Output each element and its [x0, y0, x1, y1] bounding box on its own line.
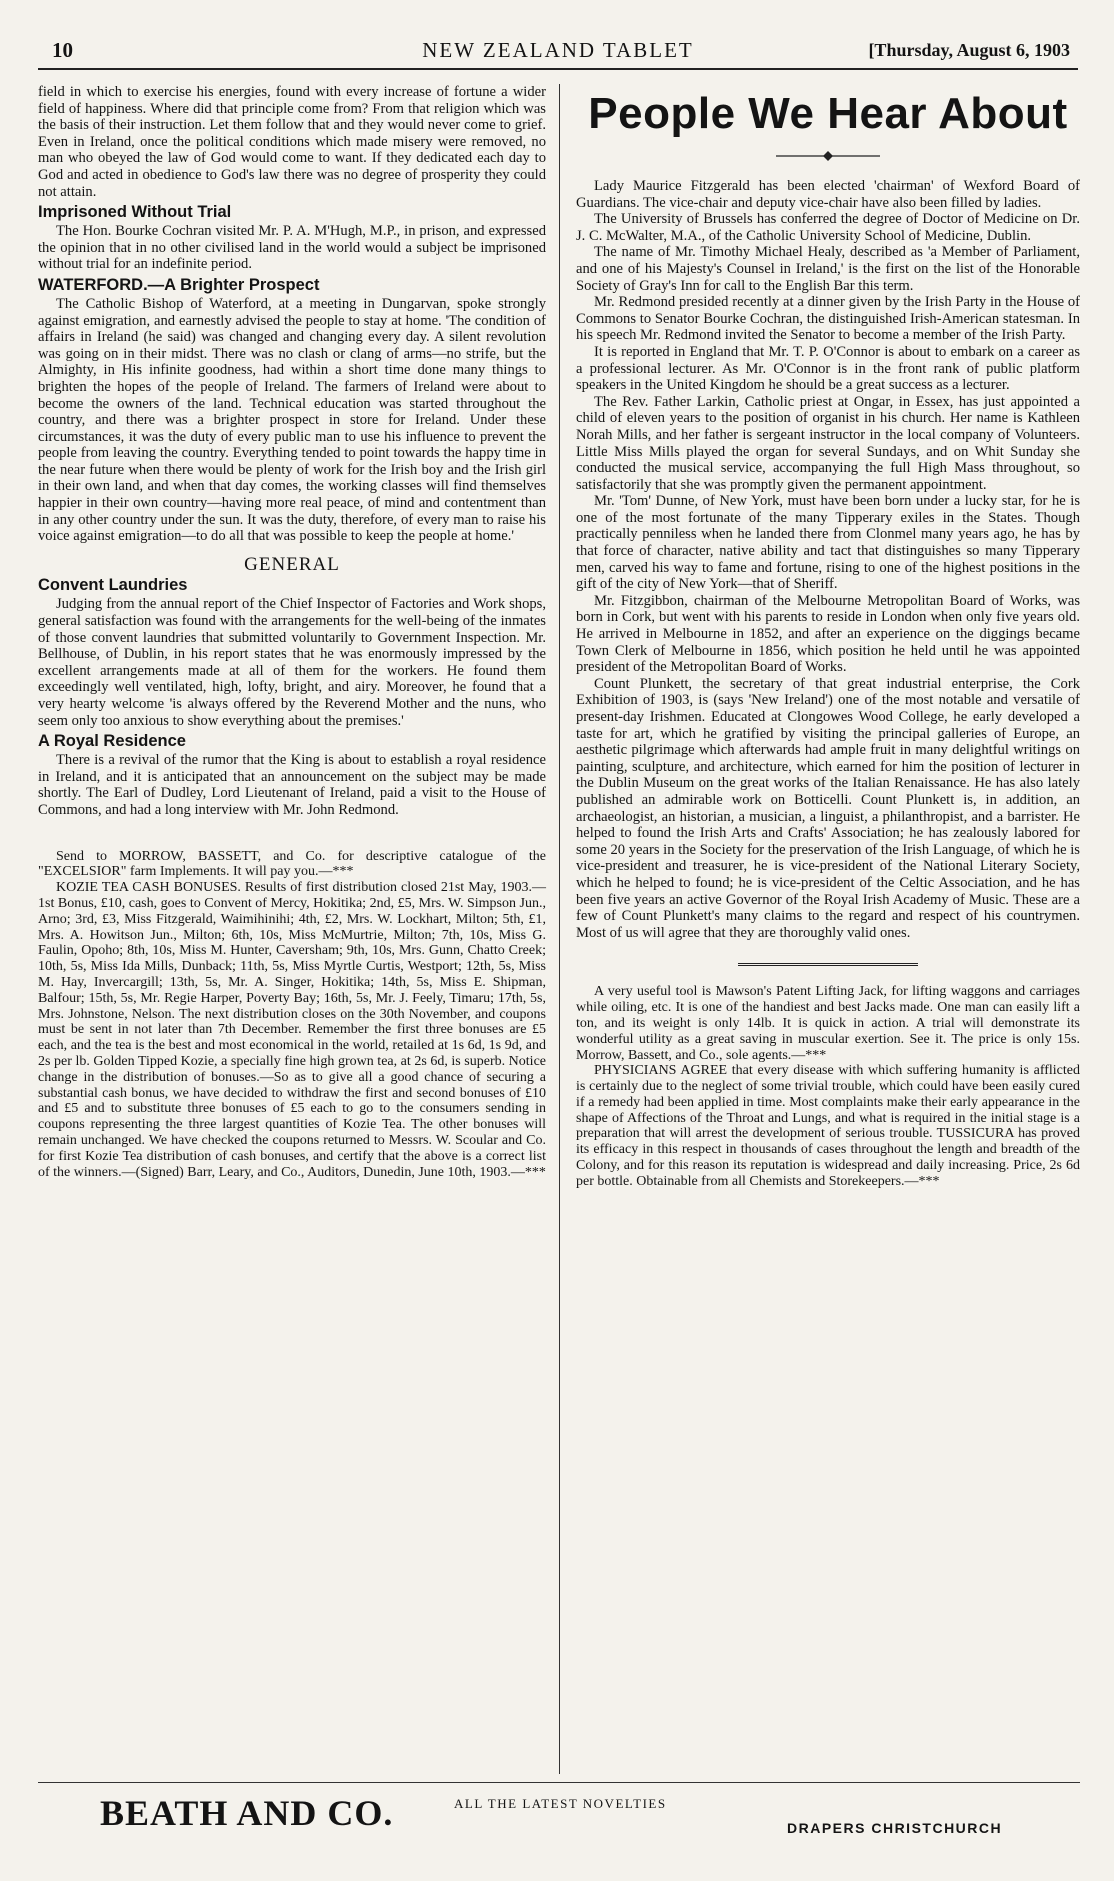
convent-heading: Convent Laundries — [38, 576, 188, 595]
page-number: 10 — [52, 38, 73, 62]
paragraph-plunkett: Count Plunkett, the secretary of that great industrial enterprise, the Cork Exhibition of 1903, is (says 'New Ireland') one of the most notable and versatile of present-day Irishmen. Educated at Clongowes Wood College, he early developed a taste for art, which he gratified by visiting the principal galleries of Europe, an aesthetic pilgrimage which afterwards had ample fruit in many delightful writings on painting, sculpture, and architecture, which earned for him the position of lecturer in the Dublin Museum on the great works of the Italian Renaissance. He has also lately published an admirable work on Botticelli. Count Plunkett is, in addition, an archaeologist, an historian, a musician, a linguist, a philanthropist, and a barrister. He helped to found the Irish Arts and Crafts' Association; he has zealously labored for some 20 years in the Society for the preservation of the Irish Language, of which he is vice-president and treasurer, he is vice-president of the National Literary Society, which he helped to found; he is vice-president of the Celtic Association, and he has been five years an active Governor of the Royal Irish Academy of Music. These are a few of Count Plunkett's many claims to the regard and respect of his countrymen. Most of us will agree that they are thoroughly valid ones. — [576, 675, 1080, 941]
royal-heading: A Royal Residence — [38, 732, 186, 751]
paragraph-healy: The name of Mr. Timothy Michael Healy, described as 'a Member of Parliament, and one of his Majesty's Counsel in Ireland,' is the first on the list of the Honorable Society of Gray's Inn for call to the English Bar this term. — [576, 244, 1080, 294]
right-advertisements — [576, 984, 1080, 1189]
beath-advert-location: DRAPERS CHRISTCHURCH — [787, 1820, 1003, 1836]
paragraph-redmond: Mr. Redmond presided recently at a dinner given by the Irish Party in the House of Commons to Senator Bourke Cochran, the distinguished Irish-American statesman. In his speech Mr. Redmond invited the Senator to become a member of the Irish Party. — [576, 294, 1080, 344]
left-column — [38, 84, 546, 1180]
ornament-rule-icon — [776, 150, 880, 162]
issue-date: [Thursday, August 6, 1903 — [868, 40, 1070, 60]
right-column — [576, 84, 1080, 1190]
footer-rule — [38, 1782, 1080, 1783]
paragraph-mcwalter: The University of Brussels has conferred the degree of Doctor of Medicine on Dr. J. C. McWalter, M.A., of the Catholic University School of Medicine, Dublin. — [576, 211, 1080, 244]
section-separator — [738, 963, 918, 966]
column-divider — [559, 84, 560, 1774]
page-header — [38, 34, 1078, 70]
left-advertisements — [38, 849, 546, 1181]
paragraph-dunne: Mr. 'Tom' Dunne, of New York, must have been born under a lucky star, for he is one of the most fortunate of the many Tipperary exiles in the States. Though practically penniless when he landed there from Clonmel many years ago, he has by that force of character, native ability and tact that distinguishes so many Tipperary men, carved his way to fame and fortune, rising to one of the highest positions in the gift of the city of New York—that of Sheriff. — [576, 493, 1080, 593]
waterford-body: The Catholic Bishop of Waterford, at a meeting in Dungarvan, spoke strongly against emigration, and earnestly advised the people to stay at home. 'The condition of affairs in Ireland (he said) was changed and changing every day. A silent revolution was going on in their midst. There was no clash or clang of arms—no strife, but the Almighty, in His infinite goodness, had within a short time done many things to brighten the hopes of the people of Ireland. The farmers of Ireland were about to become the owners of the land. Technical education was started throughout the country, and there was a brighter prospect in store for Ireland. Under these circumstances, it was the duty of every public man to use his influence to prevent the people from leaving the country. Everything tended to point towards the happy time in the near future when there would be plenty of work for the Irish boy and the Irish girl in their own land, and when that day comes, the working classes will find themselves happier in their own country—having more real peace, of mind and contentment than in any other country under the sun. It was the duty, therefore, of every man to raise his voice against emigration—to do all that was possible to keep the people at home.' — [38, 295, 546, 545]
publication-title: NEW ZEALAND TABLET — [422, 38, 694, 62]
physicians-ad: PHYSICIANS AGREE that every disease with which suffering humanity is afflicted is certainly due to the neglect of some trivial trouble, which could have been easily cured if a remedy had been applied in time. Most complaints make their early appearance in the shape of Affections of the Throat and Lungs, and what is required in the initial stage is a preparation that will arrest the development of serious trouble. TUSSICURA has proved its efficacy in this respect in thousands of cases throughout the length and breadth of the Colony, and for this reason its reputation is widespread and daily increasing. Price, 2s 6d per bottle. Obtainable from all Chemists and Storekeepers.—*** — [576, 1063, 1080, 1189]
paragraph-larkin: The Rev. Father Larkin, Catholic priest at Ongar, in Essex, has just appointed a child of eleven years to the position of organist in his church. Her name is Kathleen Norah Mills, and her father is sergeant instructor in the local company of Volunteers. Little Miss Mills played the organ for several Sundays, and on Whit Sunday she conducted the musical service, accompanying the full High Mass throughout, so satisfactorily that she was promptly given the permanent appointment. — [576, 393, 1080, 493]
spacer — [38, 819, 546, 849]
beath-advert-tagline: ALL THE LATEST NOVELTIES — [454, 1796, 667, 1811]
beath-advert-name: BEATH AND CO. — [100, 1793, 394, 1833]
paragraph-fitzgibbon: Mr. Fitzgibbon, chairman of the Melbourne Metropolitan Board of Works, was born in Cork, but went with his parents to reside in London when only five years old. He arrived in Melbourne in 1852, and after an experience on the diggings became Town Clerk of Melbourne in 1856, which position he held until he was appointed president of the Metropolitan Board of Works. — [576, 592, 1080, 676]
mawson-ad: A very useful tool is Mawson's Patent Lifting Jack, for lifting waggons and carriages while oiling, etc. It is one of the handiest and best Jacks made. One man can easily lift a ton, and its weight is only 14lb. It is quick in action. A trial will demonstrate its wonderful utility as a great saving in muscular exertion. See it. The price is only 15s. Morrow, Bassett, and Co., sole agents.—*** — [576, 984, 1080, 1063]
royal-body: There is a revival of the rumor that the King is about to establish a royal residence in Ireland, and it is anticipated that an announcement on the subject may be made shortly. The Earl of Dudley, Lord Lieutenant of Ireland, paid a visit to the House of Commons, and had a long interview with Mr. John Redmond. — [38, 752, 546, 818]
convent-body: Judging from the annual report of the Chief Inspector of Factories and Work shops, general satisfaction was found with the arrangements for the well-being of the inmates of those convent laundries that submitted voluntarily to Government Inspection. Mr. Bellhouse, of Dublin, in his report states that he was enormously impressed by the excellent arrangements made at all of them for the workers. He found them exceedingly well ventilated, high, lofty, bright, and airy. Moreover, he found that a very hearty welcome 'is always offered by the Reverend Mother and the nuns, who seem only too anxious to show everything about the premises.' — [38, 596, 546, 729]
general-heading: GENERAL — [244, 553, 340, 575]
paragraph-fitzgerald: Lady Maurice Fitzgerald has been elected 'chairman' of Wexford Board of Guardians. The vice-chair and deputy vice-chair have also been filled by ladies. — [576, 178, 1080, 211]
paragraph-oconnor: It is reported in England that Mr. T. P. O'Connor is about to embark on a career as a professional lecturer. As Mr. O'Connor is in the front rank of public platform speakers in the United Kingdom he should be a great success as a lecturer. — [576, 343, 1080, 394]
section-title: People We Hear About — [588, 89, 1068, 138]
imprisoned-heading: Imprisoned Without Trial — [38, 203, 232, 222]
imprisoned-body: The Hon. Bourke Cochran visited Mr. P. A. M'Hugh, M.P., in prison, and expressed the opinion that in no other civilised land in the world would a subject be imprisoned without trial for an indefinite period. — [38, 223, 546, 273]
morrow-ad: Send to MORROW, BASSETT, and Co. for descriptive catalogue of the "EXCELSIOR" farm Implements. It will pay you.—*** — [38, 848, 546, 880]
opening-paragraph: field in which to exercise his energies, found with every increase of fortune a wider field of happiness. Where did that principle come from? From that religion which was the basis of their instruction. Let them follow that and they would never come to grief. Even in Ireland, once the political conditions which made misery were removed, no man who obeyed the law of God would come to want. If they dedicated each day to God and acted in obedience to God's law there was no degree of prosperity they could not attain. — [38, 84, 546, 200]
kozie-ad: KOZIE TEA CASH BONUSES. Results of first distribution closed 21st May, 1903.— 1st Bonus, £10, cash, goes to Convent of Mercy, Hokitika; 2nd, £5, Mrs. W. Simpson Jun., Arno; 3rd, £3, Miss Fitzgerald, Waimihinihi; 4th, £2, Mrs. W. Lockhart, Milton; 5th, £1, Mrs. A. Howitson Jun., Milton; 6th, 10s, Miss McMurtrie, Milton; 7th, 10s, Miss G. Faulin, Opoho; 8th, 10s, Miss M. Hunter, Caversham; 9th, 10s, Mrs. Gunn, Chatto Creek; 10th, 5s, Miss Ida Mills, Dunback; 11th, 5s, Miss Myrtle Curtis, Westport; 12th, 5s, Miss M. Hay, Invercargill; 13th, 5s, Mr. A. Singer, Hokitika; 14th, 5s, Miss E. Shipman, Balfour; 15th, 5s, Mr. Regie Harper, Poverty Bay; 16th, 5s, Mr. J. Feely, Timaru; 17th, 5s, Mrs. Johnstone, Nelson. The next distribution closes on the 30th November, and coupons must be sent in not later than 7th December. Remember the first three bonuses are £5 each, and the tea is the best and most economical in the world, retailed at 1s 6d, 1s 9d, and 2s per lb. Golden Tipped Kozie, a specially fine high grown tea, at 2s 6d, is superb. Notice change in the distribution of bonuses.—So as to give all a good chance of securing a substantial cash bonus, we have decided to withdraw the first and second bonuses of £10 and £5 and to substitute three bonuses of £5 each to go to the consumers sending in coupons representing the three largest quantities of Kozie Tea. The other bonuses will remain unchanged. We have checked the coupons returned to Messrs. W. Scoular and Co. for first Kozie Tea distribution of cash bonuses, and certify that the above is a correct list of the winners.—(Signed) Barr, Leary, and Co., Auditors, Dunedin, June 10th, 1903.—*** — [38, 880, 546, 1180]
waterford-heading: WATERFORD.—A Brighter Prospect — [38, 275, 320, 294]
